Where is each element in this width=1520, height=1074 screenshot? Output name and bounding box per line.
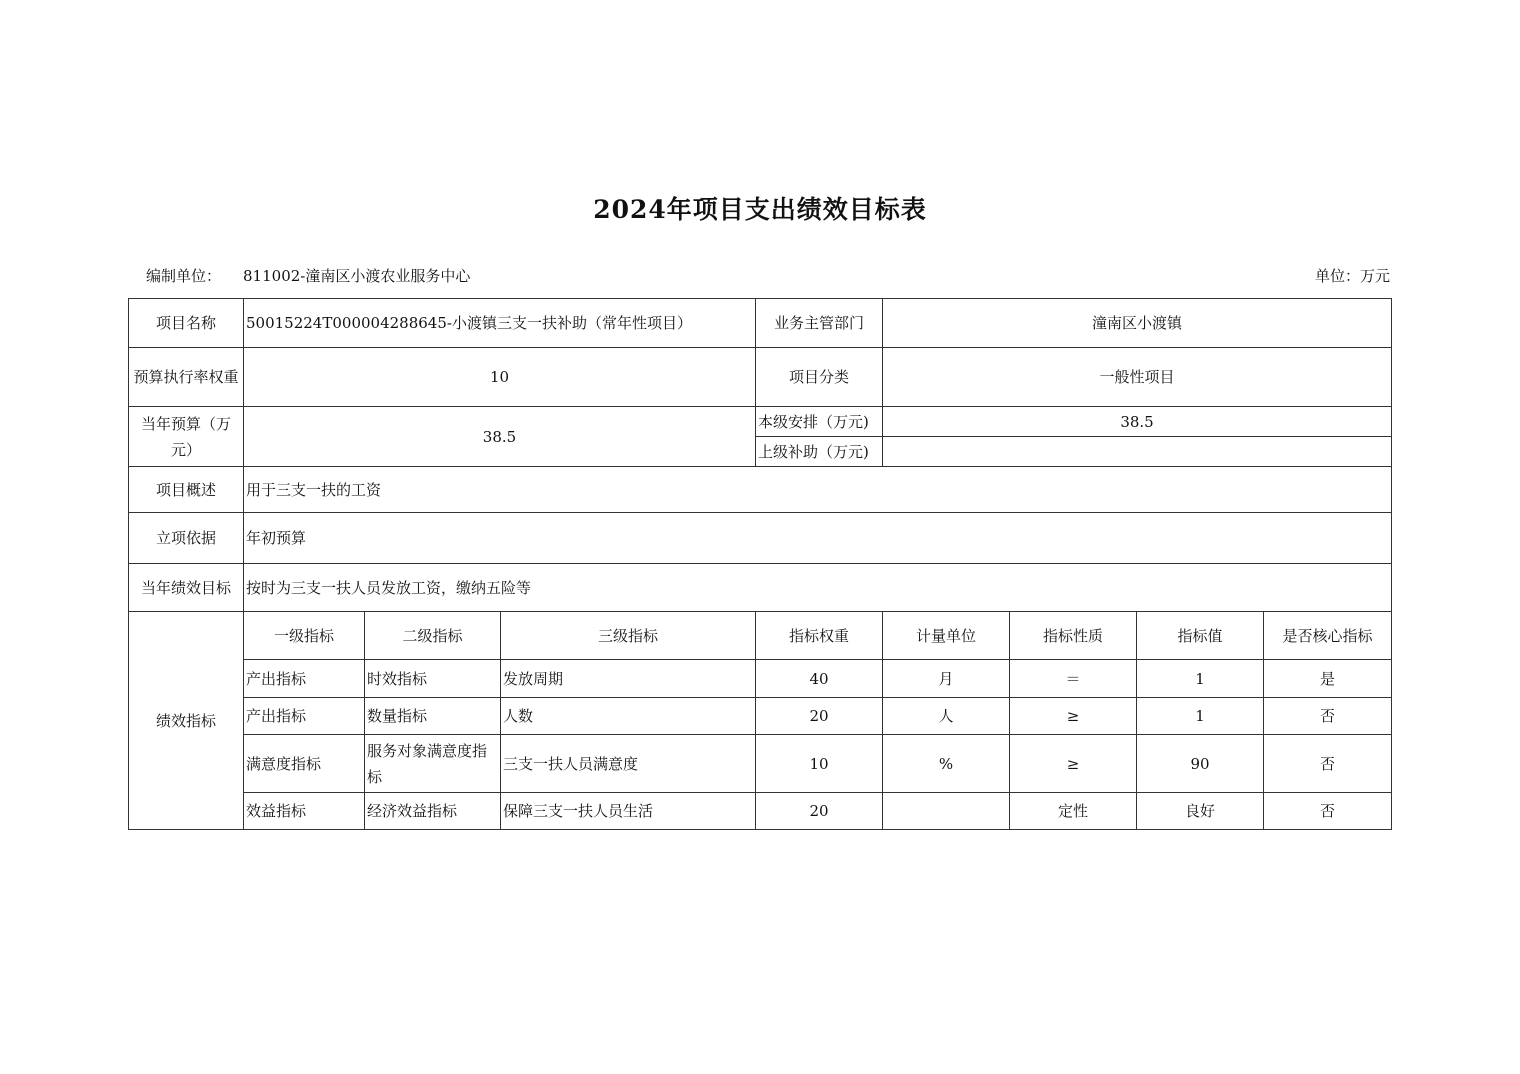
header-core: 是否核心指标 xyxy=(1264,612,1392,660)
indicator-level2: 时效指标 xyxy=(365,660,501,698)
indicator-level2: 数量指标 xyxy=(365,698,501,735)
project-name-label: 项目名称 xyxy=(129,299,244,348)
indicator-weight: 20 xyxy=(756,793,883,830)
indicator-core: 否 xyxy=(1264,793,1392,830)
category-label: 项目分类 xyxy=(756,348,883,407)
row-exec-weight xyxy=(129,348,1392,407)
indicator-value: 90 xyxy=(1137,735,1264,793)
indicator-weight: 10 xyxy=(756,735,883,793)
indicator-nature: ≥ xyxy=(1010,735,1137,793)
indicator-nature: ≥ xyxy=(1010,698,1137,735)
header-weight: 指标权重 xyxy=(756,612,883,660)
currency-unit: 单位：万元 xyxy=(1314,267,1390,285)
local-value: 38.5 xyxy=(883,407,1392,437)
table-row xyxy=(129,660,1392,698)
indicator-level1: 效益指标 xyxy=(244,793,365,830)
row-budget xyxy=(129,407,1392,437)
upper-label: 上级补助（万元) xyxy=(756,437,883,467)
header-nature: 指标性质 xyxy=(1010,612,1137,660)
row-project-name xyxy=(129,299,1392,348)
indicator-nature: 定性 xyxy=(1010,793,1137,830)
upper-value xyxy=(883,437,1392,467)
overview-value: 用于三支一扶的工资 xyxy=(244,467,1392,513)
indicator-level1: 产出指标 xyxy=(244,698,365,735)
table-row xyxy=(129,735,1392,793)
indicators-label: 绩效指标 xyxy=(129,612,244,830)
indicator-unit: % xyxy=(883,735,1010,793)
row-basis xyxy=(129,513,1392,564)
indicator-value: 良好 xyxy=(1137,793,1264,830)
indicator-level1: 产出指标 xyxy=(244,660,365,698)
indicator-core: 是 xyxy=(1264,660,1392,698)
header-value: 指标值 xyxy=(1137,612,1264,660)
table-row xyxy=(129,698,1392,735)
indicator-unit xyxy=(883,793,1010,830)
dept-value: 潼南区小渡镇 xyxy=(883,299,1392,348)
indicator-level2: 服务对象满意度指标 xyxy=(365,735,501,793)
indicator-level3: 人数 xyxy=(501,698,756,735)
budget-value: 38.5 xyxy=(244,407,756,467)
basis-label: 立项依据 xyxy=(129,513,244,564)
goal-value: 按时为三支一扶人员发放工资，缴纳五险等 xyxy=(244,564,1392,612)
indicator-nature: ＝ xyxy=(1010,660,1137,698)
page-title: 2024年项目支出绩效目标表 xyxy=(593,195,927,224)
indicator-weight: 40 xyxy=(756,660,883,698)
indicator-unit: 人 xyxy=(883,698,1010,735)
header-level2: 二级指标 xyxy=(365,612,501,660)
indicator-value: 1 xyxy=(1137,660,1264,698)
indicator-core: 否 xyxy=(1264,698,1392,735)
indicator-weight: 20 xyxy=(756,698,883,735)
project-name-value: 50015224T000004288645-小渡镇三支一扶补助（常年性项目） xyxy=(244,299,756,348)
row-goal xyxy=(129,564,1392,612)
dept-label: 业务主管部门 xyxy=(756,299,883,348)
indicator-header-row xyxy=(129,612,1392,660)
exec-weight-label: 预算执行率权重 xyxy=(129,348,244,407)
row-overview xyxy=(129,467,1392,513)
header-level1: 一级指标 xyxy=(244,612,365,660)
compiling-unit xyxy=(146,265,470,286)
budget-label: 当年预算（万元） xyxy=(129,407,244,467)
indicator-unit: 月 xyxy=(883,660,1010,698)
header-unit: 计量单位 xyxy=(883,612,1010,660)
overview-label: 项目概述 xyxy=(129,467,244,513)
compiling-unit-value: 811002-潼南区小渡农业服务中心 xyxy=(243,267,471,285)
performance-table xyxy=(128,298,1392,830)
indicator-level3: 发放周期 xyxy=(501,660,756,698)
header-level3: 三级指标 xyxy=(501,612,756,660)
category-value: 一般性项目 xyxy=(883,348,1392,407)
indicator-level1: 满意度指标 xyxy=(244,735,365,793)
indicator-value: 1 xyxy=(1137,698,1264,735)
compiling-unit-label: 编制单位： xyxy=(146,267,222,285)
basis-value: 年初预算 xyxy=(244,513,1392,564)
goal-label: 当年绩效目标 xyxy=(129,564,244,612)
indicator-level3: 三支一扶人员满意度 xyxy=(501,735,756,793)
indicator-level3: 保障三支一扶人员生活 xyxy=(501,793,756,830)
exec-weight-value: 10 xyxy=(244,348,756,407)
table-row xyxy=(129,793,1392,830)
indicator-core: 否 xyxy=(1264,735,1392,793)
indicator-level2: 经济效益指标 xyxy=(365,793,501,830)
local-label: 本级安排（万元) xyxy=(756,407,883,437)
